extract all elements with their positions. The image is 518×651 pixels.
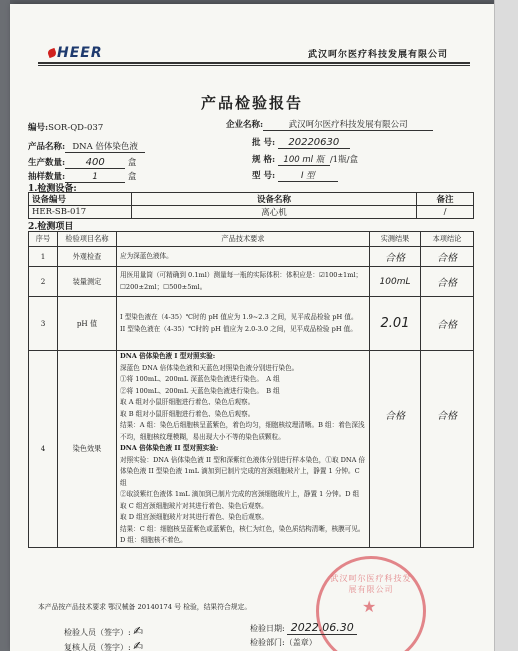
- item-result: 100mL: [370, 267, 421, 297]
- header-item-name: 检验项目名称: [58, 232, 117, 247]
- inspection-date-field: 检验日期: 2022.06.30: [250, 621, 357, 635]
- table-row: [29, 247, 474, 267]
- company-seal: [316, 556, 426, 651]
- header-conclusion: 本项结论: [421, 232, 474, 247]
- report-number: 编号:SOR-QD-037: [28, 123, 104, 133]
- model-field: 型 号: I 型: [252, 169, 338, 182]
- section-equipment-title: 1.检测设备:: [28, 184, 77, 194]
- header-rule: [38, 62, 470, 64]
- item-requirement: [117, 351, 370, 548]
- equipment-header-note: 备注: [417, 193, 474, 206]
- document-page: [10, 4, 494, 651]
- inspector-signature-field: 检验人员（签字）: ✍: [64, 624, 144, 638]
- equipment-header-id: 设备编号: [29, 193, 132, 206]
- company-field: 企业名称: 武汉呵尔医疗科技发展有限公司: [226, 118, 433, 131]
- item-requirement: [117, 297, 370, 351]
- req-line: ②取淡紫红色液体 1mL 滴加到已制片完成的宫颈细胞玻片上，静置 1 分钟。D 组: [120, 490, 360, 498]
- production-qty-field: 生产数量: 400 盒: [28, 157, 137, 168]
- seal-text: 武汉呵尔医疗科技发展有限公司: [330, 574, 412, 594]
- req-line: 取 C 组宫颈细胞玻片对其进行着色、染色后观察。: [120, 501, 268, 510]
- item-no: 1: [29, 247, 58, 267]
- header-rule-thin: [38, 65, 470, 66]
- item-name: 外观检查: [58, 247, 117, 267]
- equipment-name: 离心机: [132, 206, 417, 219]
- batch-field: 批 号: 20220630: [252, 136, 350, 149]
- req-line: DNA 倍体染色液 II 型对照实验:: [120, 444, 219, 452]
- table-row: [29, 297, 474, 351]
- item-result: 合格: [370, 351, 421, 548]
- spec-field: 规 格: 100 ml 瓶 /1瓶/盒: [252, 155, 358, 165]
- req-line: 深蓝色 DNA 倍体染色液和天蓝色对照染色液分别进行染色。: [120, 363, 299, 372]
- item-name: 装量测定: [58, 267, 117, 297]
- item-conclusion: 合格: [421, 297, 474, 351]
- req-line: ①将 100mL、200mL 深蓝色染色液进行染色。 A 组: [120, 375, 280, 383]
- equipment-header-name: 设备名称: [132, 193, 417, 206]
- item-name: 染色效果: [58, 351, 117, 548]
- req-line: 取 B 组对小鼠肝细胞进行着色、染色后观察。: [120, 409, 255, 418]
- table-row: [29, 351, 474, 548]
- logo-mark-icon: [47, 48, 57, 58]
- inspection-table: [28, 231, 474, 548]
- inspection-dept-field: 检验部门:（盖章）: [250, 638, 317, 647]
- item-conclusion: 合格: [421, 267, 474, 297]
- seal-star-icon: ★: [362, 597, 377, 616]
- req-line: 取 D 组宫颈细胞玻片对其进行着色、染色后观察。: [120, 513, 268, 521]
- equipment-table: [28, 192, 474, 219]
- item-name: pH 值: [58, 297, 117, 351]
- header-no: 序号: [29, 232, 58, 247]
- item-result: 2.01: [370, 297, 421, 351]
- req-line: DNA 倍体染色液 I 型对照实验:: [120, 352, 216, 360]
- item-no: 3: [29, 297, 58, 351]
- req-line: 结果：A 组：染色后细胞核呈蓝紫色，着色均匀，细胞核纹理清晰。B 组：着色深浅不均，细胞核纹理模糊，易出现大小不等的染色质颗粒。: [120, 421, 365, 441]
- item-requirement: 应为深蓝色液体。: [117, 247, 370, 267]
- equipment-note: /: [417, 206, 474, 219]
- item-conclusion: 合格: [421, 351, 474, 548]
- company-logo: HEER: [48, 45, 103, 61]
- reviewer-signature-field: 复核人员（签字）: ✍: [64, 639, 144, 651]
- product-name-field: 产品名称: DNA 倍体染色液: [28, 140, 145, 153]
- conclusion-note: 本产品按产品技术要求 鄂汉械备 20140174 号 检验，结果符合规定。: [38, 603, 252, 611]
- document-title: 产品检验报告: [200, 94, 303, 112]
- item-conclusion: 合格: [421, 247, 474, 267]
- section-items-title: 2.检测项目: [28, 222, 74, 232]
- req-line: I 型染色液在（4-35）℃时的 pH 值应为 1.9~2.3 之间，见平成品检验 pH 值。: [120, 313, 358, 321]
- viewer-left-edge: [0, 0, 10, 651]
- req-line: 结果：C 组：细胞核呈蓝紫色或蓝紫色，核仁为红色，染色质结构清晰，核膜可见。D 组：细胞核不着色。: [120, 524, 365, 544]
- equipment-row: [29, 206, 474, 219]
- req-line: 对照实验：DNA 倍体染色液 II 型和深紫红色液体分别进行样本染色，①取 DNA 倍体染色液 II 型染色液 1mL 滴加到已制片完成的宫颈细胞玻片上，静置 1 分钟。C 组: [120, 455, 366, 487]
- item-result: 合格: [370, 247, 421, 267]
- req-line: II 型染色液在（4-35）℃时的 pH 值应为 2.0-3.0 之间，见平成品检验 pH 值。: [120, 324, 357, 333]
- req-line: 取 A 组对小鼠肝细胞进行着色、染色后观察。: [120, 398, 255, 406]
- header-company-name: 武汉呵尔医疗科技发展有限公司: [307, 50, 448, 60]
- item-no: 4: [29, 351, 58, 548]
- table-row: [29, 267, 474, 297]
- item-no: 2: [29, 267, 58, 297]
- inspection-header-row: [29, 232, 474, 247]
- header-result: 实测结果: [370, 232, 421, 247]
- sample-qty-field: 抽样数量: 1 盒: [28, 172, 137, 182]
- equipment-header-row: [29, 193, 474, 206]
- viewer-scroll-area[interactable]: [494, 0, 518, 651]
- header-requirement: 产品技术要求: [117, 232, 370, 247]
- req-line: ②将 100mL、200mL 天蓝色染色液进行染色。 B 组: [120, 386, 280, 395]
- item-requirement: 用医用量筒（可精确到 0.1ml）测量每一瓶的实际体积：体积应是：☑100±1ml；☐200±2ml；☐500±5ml。: [117, 267, 370, 297]
- equipment-id: HER-SB-017: [29, 206, 132, 219]
